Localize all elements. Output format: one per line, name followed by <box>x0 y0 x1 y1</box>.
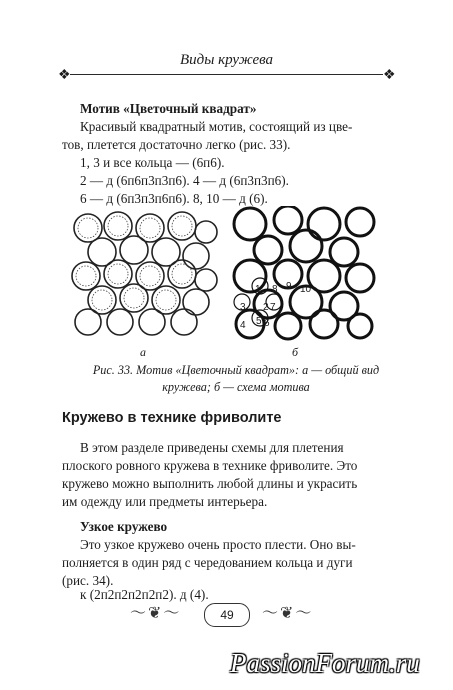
ring-number-3: 3 <box>240 302 246 313</box>
motif-text-line-3: 1, 3 и все кольца — (6п6). <box>80 155 225 170</box>
ring-number-10: 10 <box>300 284 312 295</box>
footer-ornament-right-icon: 〜❦〜 <box>262 605 314 622</box>
ring-number-2: 2 <box>263 302 269 313</box>
lace-overview-figure <box>68 210 218 340</box>
narrow-text-line-1: Это узкое кружево очень просто плести. Оно вы- <box>80 537 356 552</box>
motif-text-line-1: Красивый квадратный мотив, состоящий из цве- <box>80 119 353 134</box>
motif-text-line-2: тов, плетется достаточно легко (рис. 33). <box>62 137 291 152</box>
left-ornament-icon: ❖ <box>58 68 71 83</box>
figure-caption <box>56 362 416 396</box>
tatting-text-line-3: кружево можно выполнить любой длины и украсить <box>62 476 358 491</box>
tatting-lace-heading: Кружево в технике фриволите <box>62 410 282 426</box>
tatting-text-line-4: им одежду или предметы интерьера. <box>62 494 268 509</box>
ring-number-9: 9 <box>286 281 292 292</box>
narrow-lace-heading: Узкое кружево <box>80 519 168 534</box>
footer-ornament-left-icon: 〜❦〜 <box>130 605 182 622</box>
narrow-text-line-2: полняется в один ряд с чередованием кольца и дуги <box>62 555 353 570</box>
ring-number-5: 5 <box>256 316 262 327</box>
narrow-text-line-3: (рис. 34). <box>62 573 114 588</box>
ring-number-8: 8 <box>272 284 278 295</box>
header-rule <box>70 74 383 75</box>
ring-number-7: 7 <box>270 302 276 313</box>
motif-heading: Мотив «Цветочный квадрат» <box>80 101 257 116</box>
figure-label-b: б <box>292 345 299 359</box>
motif-text-line-4: 2 — д (6п6п3п3п6). 4 — д (6п3п3п6). <box>80 173 289 188</box>
ring-number-1: 1 <box>255 284 261 295</box>
lace-schema-figure <box>228 206 378 341</box>
ring-number-4: 4 <box>240 320 246 331</box>
right-ornament-icon: ❖ <box>383 68 396 83</box>
watermark: PassionForum.ru <box>230 648 420 678</box>
figure-caption-line-1: Рис. 33. Мотив «Цветочный квадрат»: а — общий вид <box>92 363 380 377</box>
figure-caption-line-2: кружева; б — схема мотива <box>162 380 310 394</box>
ring-number-6: 6 <box>264 318 270 329</box>
narrow-text-line-4: к (2п2п2п2п2п2). д (4). <box>80 587 209 602</box>
tatting-text-line-1: В этом разделе приведены схемы для плетения <box>80 440 344 455</box>
page-number: 49 <box>204 603 250 627</box>
motif-text-line-5: 6 — д (6п3п3п6п6). 8, 10 — д (6). <box>80 191 268 206</box>
tatting-text-line-2: плоского ровного кружева в технике фриволите. Это <box>62 458 358 473</box>
figure-label-a: а <box>140 345 146 359</box>
running-header: Виды кружева <box>179 52 274 68</box>
